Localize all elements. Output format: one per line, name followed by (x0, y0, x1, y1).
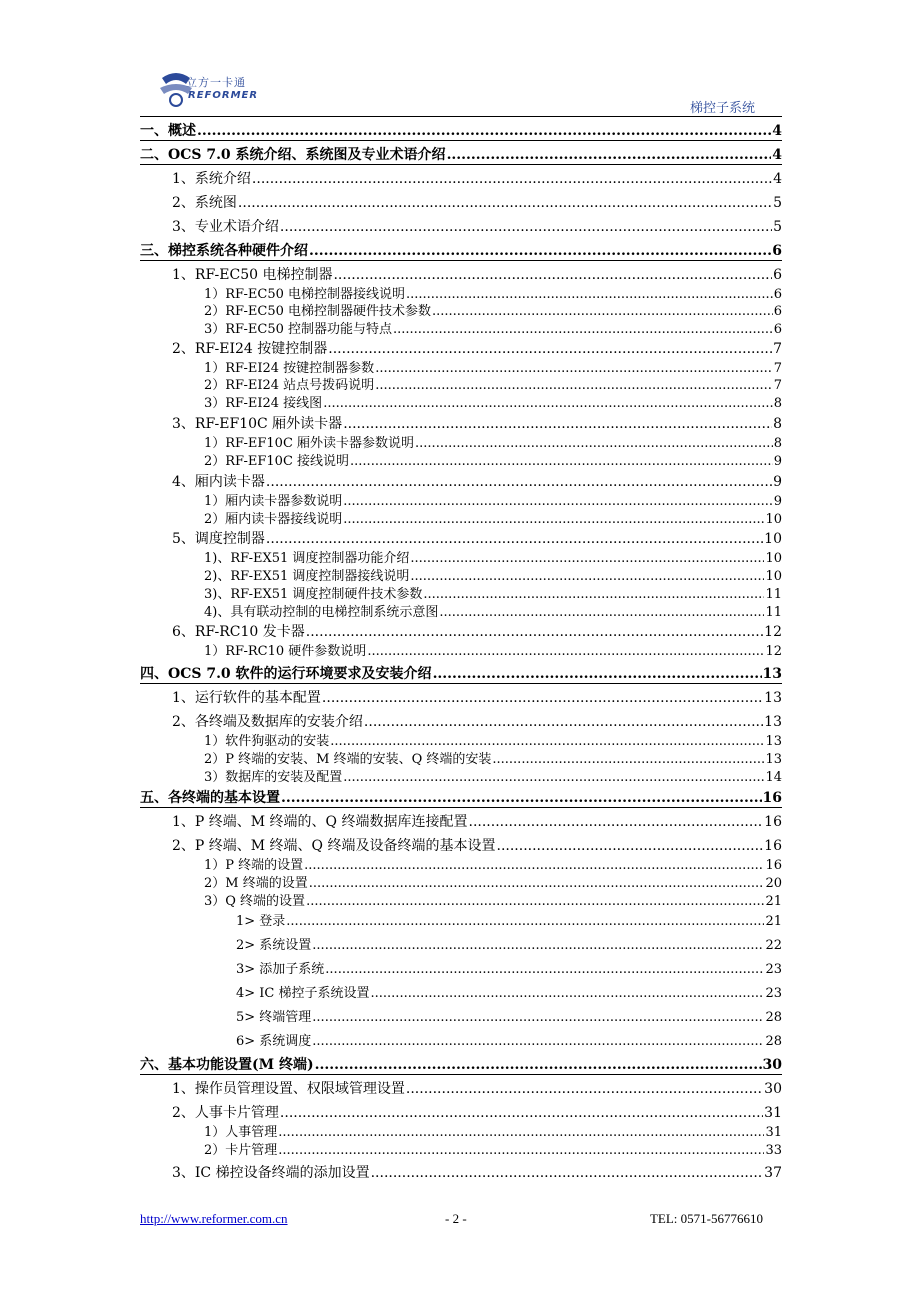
toc-leader-dots (367, 644, 764, 659)
toc-entry-page: 14 (765, 770, 782, 785)
toc-entry-title: 2）RF-EF10C 接线说明 (204, 454, 350, 469)
toc-leader-dots (266, 531, 763, 547)
toc-entry-page: 12 (764, 624, 782, 640)
toc-leader-dots (343, 416, 772, 432)
toc-entry-title: 四、OCS 7.0 软件的运行环境要求及安装介绍 (140, 666, 432, 682)
toc-leader-dots (281, 790, 762, 806)
toc-entry-title: 5、调度控制器 (172, 531, 265, 547)
footer-website-link[interactable]: http://www.reformer.com.cn (140, 1211, 288, 1226)
toc-leader-dots (364, 714, 763, 730)
toc-entry-title: 1）人事管理 (204, 1125, 278, 1140)
toc-leader-dots (306, 624, 763, 640)
toc-leader-dots (423, 587, 764, 602)
toc-entry-page: 10 (765, 551, 782, 566)
toc-entry[interactable] (172, 338, 782, 358)
toc-entry-page: 4 (773, 171, 782, 187)
toc-entry[interactable] (204, 490, 782, 509)
toc-entry-page: 28 (765, 1010, 782, 1025)
toc-entry-page: 10 (765, 569, 782, 584)
toc-entry[interactable] (204, 508, 782, 527)
toc-entry-page: 9 (773, 474, 782, 490)
toc-entry-title: 6、RF-RC10 发卡器 (172, 624, 305, 640)
toc-entry[interactable] (236, 982, 782, 1001)
toc-leader-dots (304, 858, 764, 873)
toc-entry[interactable] (204, 432, 782, 451)
toc-entry-title: 2）RF-EI24 站点号拨码说明 (204, 378, 375, 393)
toc-entry[interactable] (172, 192, 782, 212)
toc-entry-page: 13 (762, 666, 782, 682)
company-logo (158, 70, 258, 114)
toc-entry[interactable] (204, 583, 782, 602)
toc-entry-title: 2）RF-EC50 电梯控制器硬件技术参数 (204, 304, 431, 319)
toc-entry[interactable] (172, 216, 782, 236)
toc-entry[interactable] (172, 413, 782, 433)
toc-entry-page: 8 (773, 416, 782, 432)
toc-entry-page: 8 (773, 436, 782, 451)
toc-entry-page: 22 (765, 938, 782, 953)
toc-entry-page: 7 (773, 341, 782, 357)
toc-leader-dots (280, 219, 772, 235)
toc-entry-title: 3）RF-EI24 接线图 (204, 396, 323, 411)
toc-entry-title: 2)、RF-EX51 调度控制器接线说明 (204, 569, 410, 584)
toc-leader-dots (492, 752, 764, 767)
toc-leader-dots (286, 914, 764, 929)
toc-entry[interactable] (172, 835, 782, 855)
header-title: 梯控子系统 (689, 101, 755, 116)
toc-entry-page: 28 (765, 1034, 782, 1049)
toc-entry-page: 13 (765, 734, 782, 749)
toc-leader-dots (433, 666, 762, 682)
toc-entry[interactable] (236, 934, 782, 953)
toc-leader-dots (497, 838, 764, 854)
toc-entry-title: 1、操作员管理设置、权限域管理设置 (172, 1081, 405, 1097)
toc-entry-title: 3、专业术语介绍 (172, 219, 279, 235)
toc-entry[interactable] (140, 144, 782, 165)
toc-entry-title: 3> 添加子系统 (236, 962, 325, 977)
toc-entry-title: 1）RF-EF10C 厢外读卡器参数说明 (204, 436, 415, 451)
toc-leader-dots (393, 322, 773, 337)
toc-entry-title: 2、P 终端、M 终端、Q 终端及设备终端的基本设置 (172, 838, 496, 854)
toc-entry-page: 37 (764, 1165, 782, 1181)
toc-leader-dots (252, 171, 772, 187)
toc-leader-dots (323, 396, 773, 411)
toc-leader-dots (306, 894, 764, 909)
toc-entry[interactable] (204, 872, 782, 891)
toc-leader-dots (439, 605, 764, 620)
toc-leader-dots (312, 1010, 764, 1025)
toc-entry-page: 8 (773, 396, 782, 411)
toc-entry-title: 4)、具有联动控制的电梯控制系统示意图 (204, 605, 439, 620)
toc-entry[interactable] (204, 890, 782, 909)
toc-entry[interactable] (172, 1102, 782, 1122)
toc-entry-page: 33 (765, 1143, 782, 1158)
toc-entry-page: 5 (773, 219, 782, 235)
toc-entry-title: 4、厢内读卡器 (172, 474, 265, 490)
toc-leader-dots (315, 1057, 762, 1073)
toc-entry-page: 5 (773, 195, 782, 211)
toc-leader-dots (266, 474, 772, 490)
toc-entry-page: 10 (764, 531, 782, 547)
toc-entry-page: 16 (764, 814, 782, 830)
toc-entry[interactable] (204, 450, 782, 469)
toc-entry-page: 6 (773, 322, 782, 337)
toc-leader-dots (197, 123, 771, 139)
toc-entry-title: 1）RF-EI24 按键控制器参数 (204, 361, 375, 376)
toc-entry-page: 11 (765, 587, 782, 602)
toc-entry-title: 三、梯控系统各种硬件介绍 (140, 243, 308, 259)
toc-leader-dots (278, 1125, 764, 1140)
toc-entry-title: 6> 系统调度 (236, 1034, 312, 1049)
toc-entry-title: 2、RF-EI24 按键控制器 (172, 341, 328, 357)
toc-entry-title: 2）M 终端的设置 (204, 876, 308, 891)
toc-leader-dots (322, 690, 763, 706)
toc-leader-dots (309, 243, 771, 259)
toc-entry-page: 13 (764, 690, 782, 706)
toc-entry-page: 16 (765, 858, 782, 873)
toc-entry-title: 2）P 终端的安装、M 终端的安装、Q 终端的安装 (204, 752, 492, 767)
logo-chinese-text: 立方一卡通 (186, 76, 246, 89)
toc-entry-page: 21 (765, 914, 782, 929)
toc-entry[interactable] (204, 300, 782, 319)
toc-entry-page: 31 (764, 1105, 782, 1121)
toc-leader-dots (371, 1165, 764, 1181)
toc-leader-dots (333, 267, 772, 283)
toc-entry-title: 2）厢内读卡器接线说明 (204, 512, 343, 527)
toc-entry-title: 1> 登录 (236, 914, 286, 929)
toc-entry-page: 6 (773, 287, 782, 302)
toc-entry[interactable] (204, 748, 782, 767)
toc-entry-title: 一、概述 (140, 123, 196, 139)
toc-entry-page: 20 (765, 876, 782, 891)
toc-entry-title: 1）厢内读卡器参数说明 (204, 494, 343, 509)
toc-entry-page: 23 (765, 962, 782, 977)
toc-entry[interactable] (172, 471, 782, 491)
toc-entry-title: 1、运行软件的基本配置 (172, 690, 321, 706)
toc-entry-page: 10 (765, 512, 782, 527)
toc-leader-dots (432, 304, 773, 319)
toc-entry[interactable] (204, 565, 782, 584)
toc-entry-title: 2> 系统设置 (236, 938, 312, 953)
toc-leader-dots (238, 195, 772, 211)
toc-entry[interactable] (140, 240, 782, 261)
toc-leader-dots (410, 569, 764, 584)
toc-entry-page: 7 (773, 378, 782, 393)
toc-entry-title: 3）RF-EC50 控制器功能与特点 (204, 322, 392, 337)
toc-entry-title: 3）Q 终端的设置 (204, 894, 306, 909)
toc-entry-title: 1）P 终端的设置 (204, 858, 304, 873)
toc-entry-page: 16 (764, 838, 782, 854)
toc-entry[interactable] (204, 318, 782, 337)
toc-entry[interactable] (172, 621, 782, 641)
toc-entry[interactable] (204, 601, 782, 620)
toc-entry-page: 6 (773, 267, 782, 283)
toc-entry[interactable] (172, 264, 782, 284)
toc-entry-page: 9 (773, 494, 782, 509)
toc-entry[interactable] (172, 168, 782, 188)
toc-entry[interactable] (204, 766, 782, 785)
toc-entry-title: 1、P 终端、M 终端的、Q 终端数据库连接配置 (172, 814, 468, 830)
toc-leader-dots (350, 454, 773, 469)
toc-leader-dots (343, 512, 764, 527)
toc-leader-dots (278, 1143, 764, 1158)
toc-entry[interactable] (204, 392, 782, 411)
toc-entry[interactable] (204, 1121, 782, 1140)
toc-entry-title: 3)、RF-EX51 调度控制硬件技术参数 (204, 587, 423, 602)
toc-leader-dots (312, 938, 764, 953)
toc-entry-page: 16 (762, 790, 782, 806)
toc-leader-dots (410, 551, 764, 566)
toc-entry-title: 2）卡片管理 (204, 1143, 278, 1158)
toc-entry-page: 7 (773, 361, 782, 376)
toc-leader-dots (371, 986, 765, 1001)
toc-entry-page: 4 (772, 147, 782, 163)
toc-entry[interactable] (204, 374, 782, 393)
toc-entry[interactable] (140, 663, 782, 684)
toc-entry-page: 12 (765, 644, 782, 659)
toc-leader-dots (328, 341, 772, 357)
toc-entry-title: 二、OCS 7.0 系统介绍、系统图及专业术语介绍 (140, 147, 446, 163)
toc-entry-title: 4> IC 梯控子系统设置 (236, 986, 370, 1001)
toc-entry-page: 9 (773, 454, 782, 469)
toc-leader-dots (280, 1105, 763, 1121)
toc-entry-title: 1)、RF-EX51 调度控制器功能介绍 (204, 551, 410, 566)
toc-entry-title: 五、各终端的基本设置 (140, 790, 280, 806)
toc-entry-page: 4 (772, 123, 782, 139)
toc-entry-page: 11 (765, 605, 782, 620)
toc-entry-title: 3、RF-EF10C 厢外读卡器 (172, 416, 343, 432)
toc-entry-page: 30 (762, 1057, 782, 1073)
toc-entry[interactable] (172, 687, 782, 707)
toc-entry[interactable] (236, 1030, 782, 1049)
toc-entry-title: 1）RF-RC10 硬件参数说明 (204, 644, 367, 659)
footer-telephone: TEL: 0571-56776610 (649, 1211, 763, 1226)
toc-entry-title: 2、人事卡片管理 (172, 1105, 279, 1121)
toc-entry-title: 2、系统图 (172, 195, 237, 211)
toc-entry[interactable] (204, 640, 782, 659)
toc-entry[interactable] (140, 120, 782, 141)
toc-entry-page: 6 (773, 304, 782, 319)
toc-entry[interactable] (172, 711, 782, 731)
toc-leader-dots (330, 734, 764, 749)
header-divider (140, 116, 782, 117)
toc-entry-page: 13 (765, 752, 782, 767)
toc-leader-dots (375, 378, 773, 393)
toc-entry[interactable] (140, 1054, 782, 1075)
toc-entry[interactable] (236, 1006, 782, 1025)
toc-entry-page: 31 (765, 1125, 782, 1140)
toc-entry[interactable] (204, 1139, 782, 1158)
toc-entry-page: 6 (772, 243, 782, 259)
toc-entry-title: 1、系统介绍 (172, 171, 251, 187)
toc-leader-dots (447, 147, 772, 163)
toc-entry[interactable] (172, 1078, 782, 1098)
toc-entry[interactable] (236, 910, 782, 929)
toc-entry-title: 3、IC 梯控设备终端的添加设置 (172, 1165, 370, 1181)
toc-entry[interactable] (172, 811, 782, 831)
toc-entry-title: 5> 终端管理 (236, 1010, 312, 1025)
toc-leader-dots (469, 814, 764, 830)
toc-leader-dots (343, 770, 764, 785)
toc-entry-title: 六、基本功能设置(M 终端) (140, 1057, 314, 1073)
toc-entry-title: 3）数据库的安装及配置 (204, 770, 343, 785)
toc-leader-dots (415, 436, 773, 451)
toc-entry[interactable] (204, 854, 782, 873)
toc-entry[interactable] (204, 547, 782, 566)
toc-leader-dots (309, 876, 765, 891)
toc-entry[interactable] (236, 958, 782, 977)
toc-entry-title: 2、各终端及数据库的安装介绍 (172, 714, 363, 730)
toc-leader-dots (406, 1081, 763, 1097)
logo-english-text: REFORMER (188, 90, 259, 101)
toc-entry-page: 30 (764, 1081, 782, 1097)
toc-entry-page: 13 (764, 714, 782, 730)
toc-entry-page: 21 (765, 894, 782, 909)
toc-leader-dots (325, 962, 764, 977)
toc-entry[interactable] (172, 528, 782, 548)
toc-entry-title: 1、RF-EC50 电梯控制器 (172, 267, 333, 283)
toc-entry[interactable] (140, 787, 782, 808)
toc-leader-dots (312, 1034, 764, 1049)
toc-entry-title: 1）RF-EC50 电梯控制器接线说明 (204, 287, 405, 302)
toc-entry-title: 1）软件狗驱动的安装 (204, 734, 330, 749)
footer-page-number: - 2 - (445, 1211, 467, 1226)
toc-leader-dots (343, 494, 772, 509)
toc-entry[interactable] (172, 1162, 782, 1182)
toc-entry-page: 23 (765, 986, 782, 1001)
toc-entry[interactable] (204, 730, 782, 749)
